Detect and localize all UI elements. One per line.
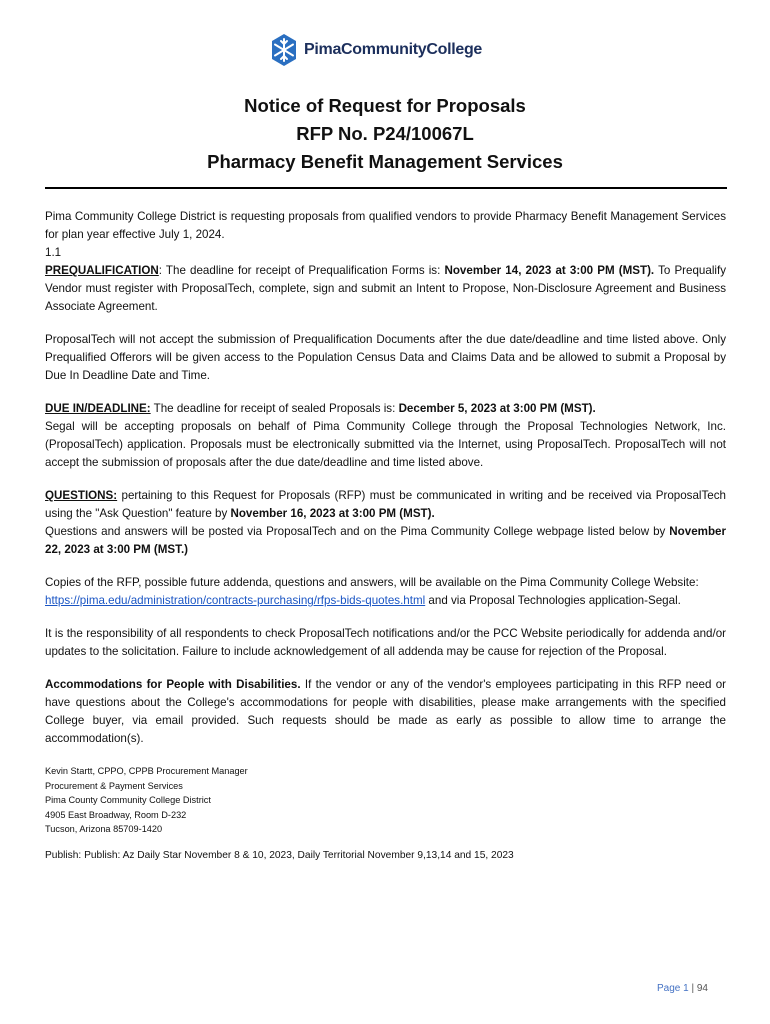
prequalification-deadline: November 14, 2023 at 3:00 PM (MST). bbox=[444, 264, 655, 277]
signer-address: 4905 East Broadway, Room D-232 bbox=[45, 809, 187, 820]
section-number: 1.1 bbox=[45, 246, 62, 259]
college-logo bbox=[270, 34, 482, 66]
signer-name: Kevin Startt, CPPO, CPPB Procurement Manager bbox=[45, 766, 248, 776]
questions-deadline: November 16, 2023 at 3:00 PM (MST). bbox=[230, 507, 435, 520]
snowflake-logo-icon bbox=[270, 34, 298, 66]
document-body bbox=[45, 208, 726, 865]
college-name: PimaCommunityCollege bbox=[304, 41, 483, 58]
signer-department: Procurement & Payment Services bbox=[45, 780, 183, 791]
page-number: Page 1 | 94 bbox=[657, 983, 708, 994]
title-line-1: Notice of Request for Proposals bbox=[244, 95, 526, 116]
title-line-3: Pharmacy Benefit Management Services bbox=[207, 151, 563, 172]
accommodations-paragraph: Accommodations for People with Disabilities. If the vendor or any of the vendor's employees participating in this RFP need or have questions about the College's accommodations for people with disabilities, please make arrangements with the specified College buyer, via email provided. Such requests should be made as early as possible to allow time to arrange the accommodation(s). bbox=[45, 678, 727, 745]
copies-link-paragraph: https://pima.edu/administration/contracts-purchasing/rfps-bids-quotes.html and via Proposal Technologies application-Segal. bbox=[45, 594, 681, 607]
prequalification-label: PREQUALIFICATION bbox=[45, 264, 159, 277]
accommodations-label: Accommodations for People with Disabilities. bbox=[45, 678, 301, 691]
questions-label: QUESTIONS: bbox=[45, 489, 118, 502]
rfp-website-link[interactable]: https://pima.edu/administration/contracts-purchasing/rfps-bids-quotes.html bbox=[45, 594, 426, 607]
document-title bbox=[0, 92, 770, 176]
due-paragraph: DUE IN/DEADLINE: The deadline for receipt of sealed Proposals is: December 5, 2023 at 3:00 PM (MST). bbox=[45, 402, 596, 415]
signer-city: Tucson, Arizona 85709-1420 bbox=[45, 824, 163, 834]
title-divider bbox=[45, 187, 727, 189]
copies-paragraph: Copies of the RFP, possible future addenda, questions and answers, will be available on the Pima Community College Website: bbox=[45, 576, 699, 589]
prequalification-paragraph: PREQUALIFICATION: The deadline for receipt of Prequalification Forms is: November 14, 2023 at 3:00 PM (MST). To Prequalify Vendor must register with ProposalTech, complete, sign and submit an Intent to Propose, Non-Disclosure Agreement and Business Associate Agreement. bbox=[45, 264, 726, 313]
due-label: DUE IN/DEADLINE: bbox=[45, 402, 151, 415]
due-deadline: December 5, 2023 at 3:00 PM (MST). bbox=[398, 402, 596, 415]
answers-deadline: November 22, 2023 at 3:00 PM (MST.) bbox=[45, 525, 726, 556]
intro-paragraph: Pima Community College District is requesting proposals from qualified vendors to provide Pharmacy Benefit Management Services for plan year effective July 1, 2024. bbox=[45, 210, 726, 241]
signature-block bbox=[45, 764, 726, 837]
prequalification-note: ProposalTech will not accept the submission of Prequalification Documents after the due date/deadline and time listed above. Only Prequalified Offerors will be given access to the Population Census Data and Claims Data and be allowed to submit a Proposal by Due In Deadline Date and Time. bbox=[45, 333, 726, 382]
questions-paragraph: QUESTIONS: pertaining to this Request for Proposals (RFP) must be communicated in writing and be received via ProposalTech using the "Ask Question" feature by November 16, 2023 at 3:00 PM (MST). bbox=[45, 489, 726, 520]
responsibility-paragraph: It is the responsibility of all respondents to check ProposalTech notifications and/or the PCC Website periodically for addenda and/or updates to the solicitation. Failure to include acknowledgement of all addenda may be cause for rejection of the Proposal. bbox=[45, 627, 726, 658]
signer-organization: Pima County Community College District bbox=[45, 795, 211, 805]
answers-paragraph: Questions and answers will be posted via ProposalTech and on the Pima Community College webpage listed below by November 22, 2023 at 3:00 PM (MST.) bbox=[45, 525, 726, 556]
title-line-2: RFP No. P24/10067L bbox=[296, 123, 474, 144]
due-note: Segal will be accepting proposals on behalf of Pima Community College through the Proposal Technologies Network, Inc. (ProposalTech) application. Proposals must be electronically submitted via the Internet, using ProposalTech. ProposalTech will not accept the submission of proposals after the due date/deadline and time listed above. bbox=[45, 420, 726, 469]
publish-line: Publish: Publish: Az Daily Star November 8 & 10, 2023, Daily Territorial November 9,13,14 and 15, 2023 bbox=[45, 849, 514, 861]
